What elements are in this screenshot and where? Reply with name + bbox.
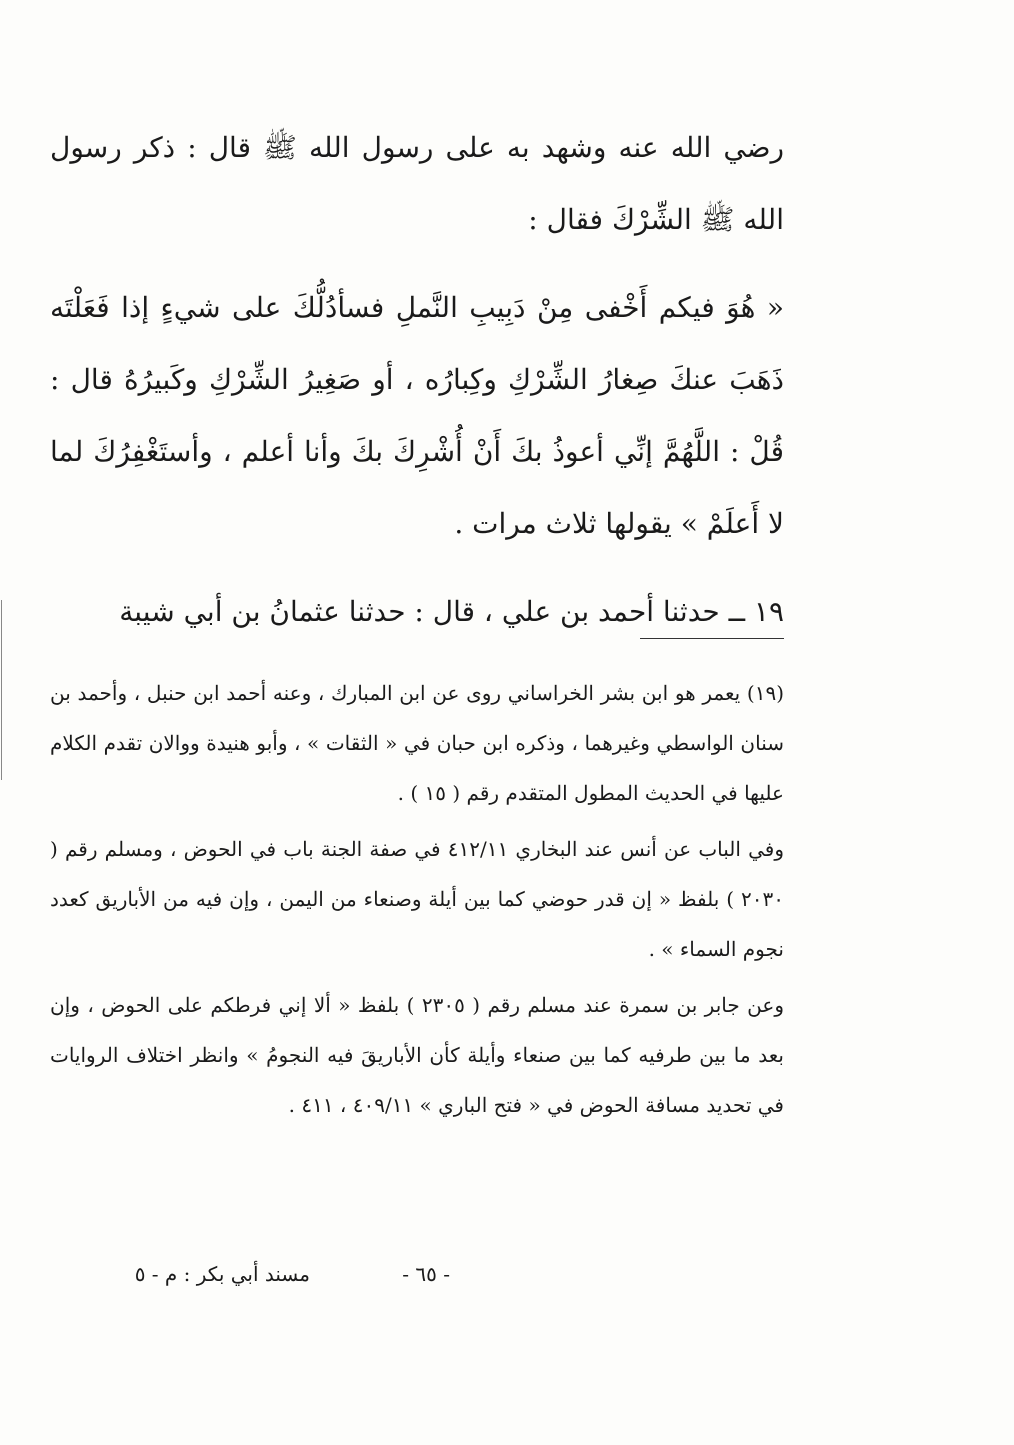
margin-line [1,600,2,780]
main-paragraph: ١٩ ــ حدثنا أحمد بن علي ، قال : حدثنا عثمانُ بن أبي شيبة [119,595,784,628]
running-title: مسند أبي بكر : م - ٥ [134,1262,310,1286]
main-paragraph: رضي الله عنه وشهد به على رسول الله ﷺ قال : ذكر رسول الله ﷺ الشِّرْكَ فقال : [50,131,784,236]
page-number: - ٦٥ - [402,1262,450,1286]
footnote: (١٩) يعمر هو ابن بشر الخراساني روى عن ابن المبارك ، وعنه أحمد ابن حنبل ، وأحمد بن سنان الواسطي وغيرهما ، وذكره ابن حبان في « الثقات » ، وأبو هنيدة ووالان تقدم الكلام عليها في الحديث المطول المتقدم رقم ( ١٥ ) . [50,681,784,805]
main-paragraph: « هُوَ فيكم أَخْفى مِنْ دَبِيبِ النَّملِ فسأدُلُّكَ على شيءٍ إذا فَعَلْتَه ذَهَبَ عنكَ صِغارُ الشِّرْكِ وكِبارُه ، أو صَغِيرُ الشِّرْكِ وكَبيرُهُ قال : قُلْ : اللَّهُمَّ إنِّي أعوذُ بكَ أَنْ أُشْرِكَ بكَ وأنا أعلم ، وأستَغْفِرُكَ لما لا أَعلَمْ » يقولها ثلاث مرات . [50,291,784,540]
footnotes [50,668,784,1130]
footnote: وفي الباب عن أنس عند البخاري ٤١٢/١١ في صفة الجنة باب في الحوض ، ومسلم رقم ( ٢٠٣٠ ) بلفظ « إن قدر حوضي كما بين أيلة وصنعاء من اليمن ، وإن فيه من الأباريق كعدد نجوم السماء » . [50,837,785,961]
footnote: وعن جابر بن سمرة عند مسلم رقم ( ٢٣٠٥ ) بلفظ « ألا إني فرطكم على الحوض ، وإن بعد ما بين طرفيه كما بين صنعاء وأيلة كأن الأباريقَ فيه النجومُ » وانظر اختلاف الروايات في تحديد مسافة الحوض في « فتح الباري » ٤٠٩/١١ ، ٤١١ . [50,993,784,1117]
main-text [50,112,784,648]
footnote-divider [640,638,784,639]
page-footer [80,1262,480,1302]
